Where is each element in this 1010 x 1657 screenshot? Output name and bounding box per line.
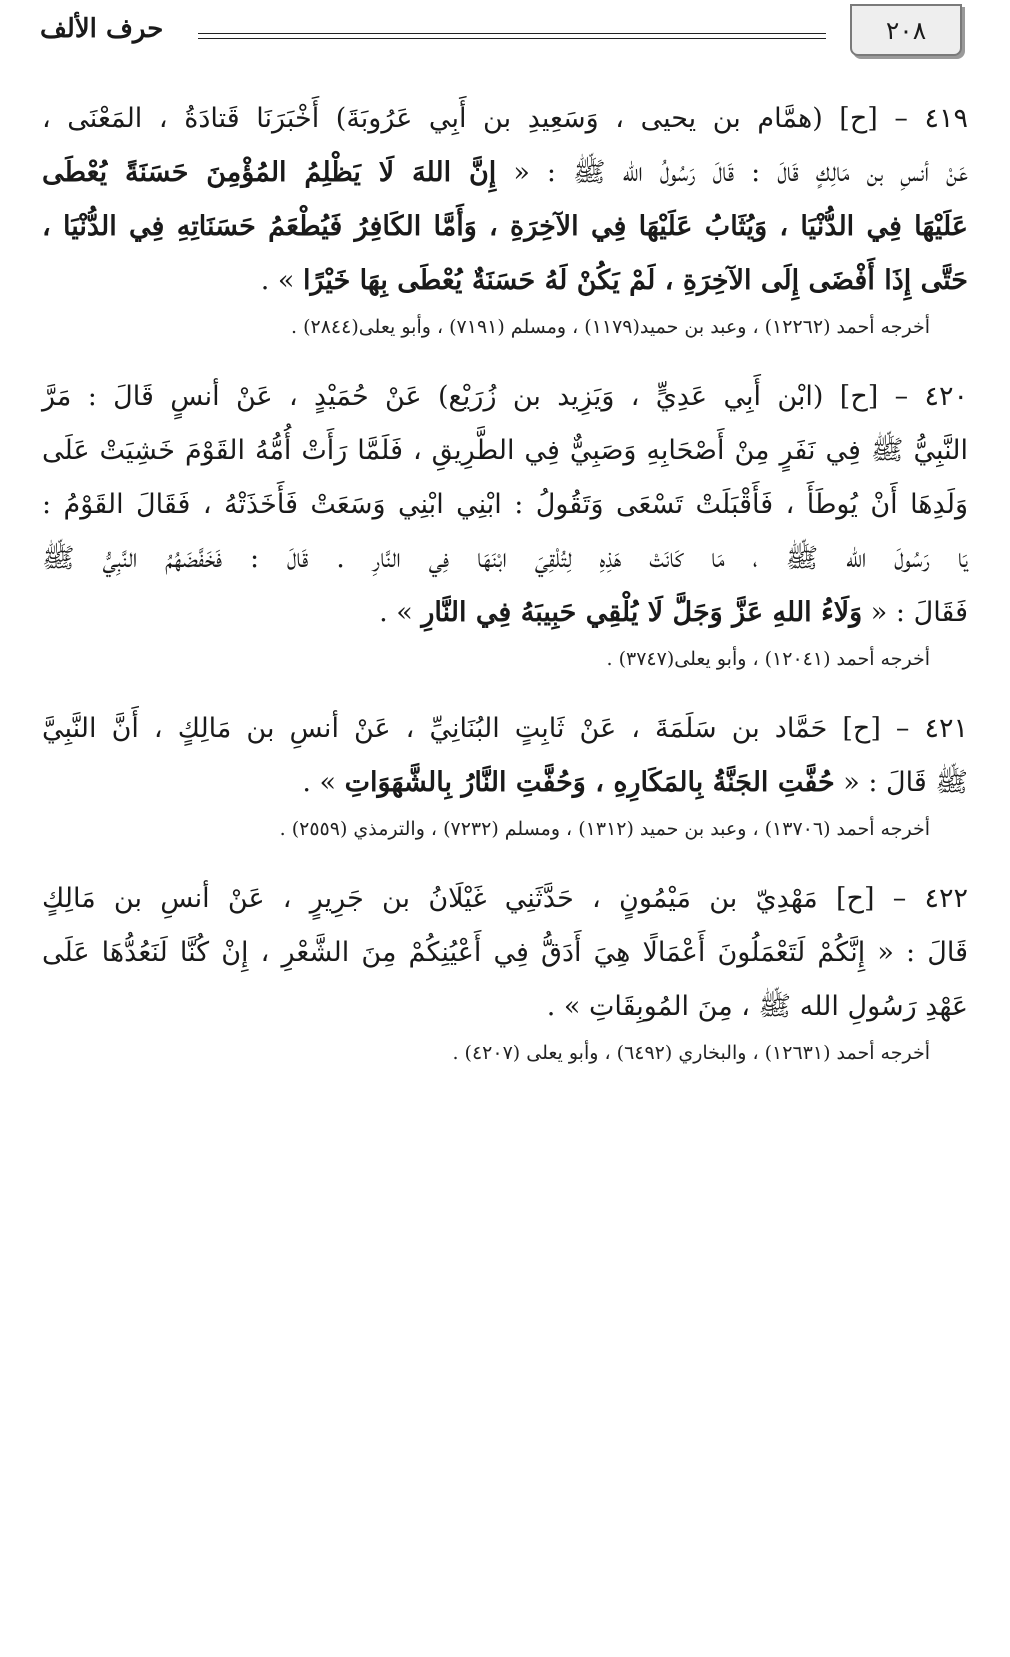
hadith-420 (42, 370, 968, 674)
line-text: عَهْدِ رَسُولِ الله ﷺ ، مِنَ المُوبِقَاتِ » . (546, 991, 968, 1022)
hadith-matn: وَلَاءُ اللهِ عَزَّ وَجَلَّ لَا يُلْقِي حَبِيبَهُ فِي النَّارِ (421, 597, 863, 628)
line-text: ﷺ قَالَ : « (834, 767, 968, 798)
hadith-source: أخرجه أحمد (١٢٢٦٢) ، وعبد بن حميد(١١٧٩) ، ومسلم (٧١٩١) ، وأبو يعلى(٢٨٤٤) . (290, 316, 930, 338)
header-rule (198, 33, 826, 39)
text-line (42, 926, 968, 980)
line-text: وَلَدِهَا أَنْ يُوطَأَ ، فَأَقْبَلَتْ تَسْعَى وَتَقُولُ : ابْنِي ابْنِي وَسَعَتْ فَأَخَذَتْهُ ، فَقَالَ القَوْمُ : (42, 489, 968, 520)
hadith-source: أخرجه أحمد (١٢٦٣١) ، والبخاري (٦٤٩٢) ، وأبو يعلى (٤٢٠٧) . (452, 1042, 930, 1064)
text-line (42, 200, 968, 254)
line-text: فَقَالَ : « (862, 597, 968, 628)
hadith-419 (42, 92, 968, 342)
line-text: النَّبِيُّ ﷺ فِي نَفَرٍ مِنْ أَصْحَابِهِ وَصَبِيٌّ فِي الطَّرِيقِ ، فَلَمَّا رَأَتْ أُمُّهُ القَوْمَ خَشِيَتْ عَلَى (42, 435, 968, 466)
text-line (42, 370, 968, 424)
text-line (42, 756, 968, 810)
text-line (42, 424, 968, 478)
text-line (42, 702, 968, 756)
text-line (42, 478, 968, 532)
line-tail: » . (379, 597, 422, 628)
line-tail: » . (302, 767, 345, 798)
hadith-matn: حَتَّى إِذَا أَفْضَى إِلَى الآخِرَةِ ، لَمْ يَكُنْ لَهُ حَسَنَةٌ يُعْطَى بِهَا خَيْرًا (303, 265, 968, 296)
section-title: حرف الألف (40, 14, 164, 44)
page-header (0, 0, 1010, 60)
text-line (42, 980, 968, 1034)
page-number: ٢٠٨ (850, 4, 962, 56)
hadith-matn: إِنَّ اللهَ لَا يَظْلِمُ المُؤْمِنَ حَسَنَةً يُعْطَى (42, 157, 497, 188)
text-line (42, 146, 968, 200)
line-text: ٤٢٠ – [ح] (ابْن أَبِي عَدِيٍّ ، وَيَزِيد بن زُرَيْع) عَنْ حُمَيْدٍ ، عَنْ أنسٍ قَالَ : مَرَّ (42, 381, 968, 412)
hadith-matn: عَلَيْهَا فِي الدُّنْيَا ، وَيُثَابُ عَلَيْهَا فِي الآخِرَةِ ، وَأَمَّا الكَافِرُ فَيُطْعَمُ حَسَنَاتِهِ فِي الدُّنْيَا ، (42, 211, 968, 242)
line-text: قَالَ : « إِنَّكُمْ لَتَعْمَلُونَ أَعْمَالًا هِيَ أَدَقُّ فِي أَعْيُنِكُمْ مِنَ الشَّعْرِ ، إِنْ كُنَّا لَنَعُدُّهَا عَلَى (42, 937, 968, 968)
line-tail: » . (260, 265, 304, 296)
line-text: ٤٢١ – [ح] حَمَّاد بن سَلَمَةَ ، عَنْ ثَابِتٍ البُنَانِيِّ ، عَنْ أنسِ بن مَالِكٍ ، أَنَّ النَّبِيَّ (42, 713, 968, 744)
hadith-source: أخرجه أحمد (١٣٧٠٦) ، وعبد بن حميد (١٣١٢) ، ومسلم (٧٢٣٢) ، والترمذي (٢٥٥٩) . (279, 818, 930, 840)
text-line (42, 586, 968, 640)
line-text: يَا رَسُولَ الله ﷺ ، مَا كَانَتْ هَذِهِ لِتُلْقِيَ ابْنَهَا فِي النَّارِ . قَالَ : فَخَفَّضَهُمُ النَّبِيُّ ﷺ (42, 543, 968, 574)
text-line (42, 532, 968, 586)
text-line (42, 254, 968, 308)
hadith-matn: حُفَّتِ الجَنَّةُ بِالمَكَارِهِ ، وَحُفَّتِ النَّارُ بِالشَّهَوَاتِ (344, 767, 835, 798)
line-text: عَنْ أنسِ بن مَالِكٍ قَالَ : قَالَ رَسُولُ الله ﷺ : « (496, 157, 968, 188)
page-content (42, 92, 968, 1096)
hadith-421 (42, 702, 968, 844)
hadith-422 (42, 872, 968, 1068)
line-text: ٤٢٢ – [ح] مَهْدِيّ بن مَيْمُونٍ ، حَدَّثَنِي غَيْلَانُ بن جَرِيرٍ ، عَنْ أنسِ بن مَالِكٍ (42, 883, 968, 914)
line-text: ٤١٩ – [ح] (همَّام بن يحيى ، وَسَعِيدِ بن أَبِي عَرُوبَةَ) أَخْبَرَنَا قَتادَةُ ، المَعْنَى ، (42, 103, 968, 134)
hadith-source: أخرجه أحمد (١٢٠٤١) ، وأبو يعلى(٣٧٤٧) . (606, 648, 930, 670)
text-line (42, 872, 968, 926)
text-line (42, 92, 968, 146)
